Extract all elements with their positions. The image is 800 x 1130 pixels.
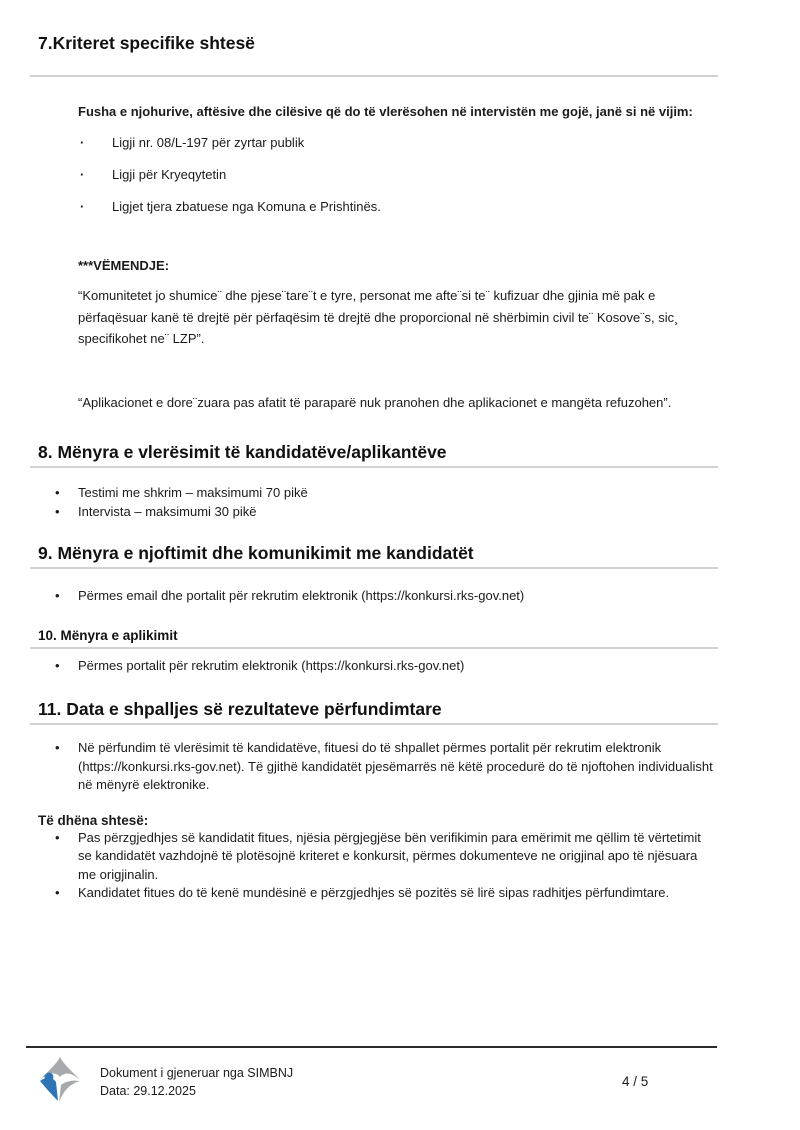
- additional-list: [38, 829, 718, 903]
- section9-divider: [30, 567, 718, 569]
- section8-divider: [30, 466, 718, 468]
- deadline-paragraph: “Aplikacionet e dore¨zuara pas afatit të paraparë nuk pranohen dhe aplikacionet e mangëta refuzohen”.: [78, 394, 672, 410]
- footer-generated-label: Dokument i gjeneruar nga SIMBNJ: [100, 1066, 294, 1080]
- list-item: · Ligji për Kryeqytetin: [78, 166, 718, 183]
- section7-intro: Fusha e njohurive, aftësive dhe cilësive që do të vlerësohen në intervistën me gojë, janë si në vijim:: [78, 104, 693, 119]
- page-indicator: 4 / 5: [622, 1074, 649, 1089]
- section10-list: [38, 657, 718, 676]
- section10-divider: [30, 647, 718, 649]
- laws-list: [78, 134, 718, 215]
- section11-list: [38, 739, 718, 795]
- section8-list: [38, 484, 718, 521]
- section11-divider: [30, 723, 718, 725]
- list-item: • Pas përzgjedhjes së kandidatit fitues, njësia përgjegjëse bën verifikimin para emërimit me qëllim të vërtetimit se kandidatët vazhdojnë të plotësojnë kriteret e konkursit, përmes dokumenteve ne origjinal apo të njësuara me origjinalin.: [38, 829, 718, 885]
- section9-list: [38, 587, 718, 606]
- list-item: · Ligji nr. 08/L-197 për zyrtar publik: [78, 134, 718, 151]
- list-item: • Përmes email dhe portalit për rekrutim elektronik (https://konkursi.rks-gov.net): [38, 587, 718, 606]
- section8-heading: 8. Mënyra e vlerësimit të kandidatëve/aplikantëve: [38, 442, 447, 462]
- attention-label: ***VËMENDJE:: [78, 258, 170, 273]
- section9-heading: 9. Mënyra e njoftimit dhe komunikimit me kandidatët: [38, 543, 474, 563]
- footer-text: [100, 1064, 293, 1100]
- list-item: • Kandidatet fitues do të kenë mundësinë e përzgjedhjes së pozitës së lirë sipas radhitjes përfundimtare.: [38, 884, 718, 903]
- section10-heading: 10. Mënyra e aplikimit: [38, 627, 178, 643]
- list-item: • Në përfundim të vlerësimit të kandidatëve, fituesi do të shpallet përmes portalit për rekrutim elektronik (https://konkursi.rks-gov.net). Të gjithë kandidatët pjesëmarrës në këtë procedurë do të njoftohen individualisht në mënyrë elektronike.: [38, 739, 718, 795]
- list-item: • Testimi me shkrim – maksimumi 70 pikë: [38, 484, 718, 503]
- footer-divider: [26, 1046, 717, 1048]
- section11-heading: 11. Data e shpalljes së rezultateve përfundimtare: [38, 699, 442, 719]
- section7-heading: 7.Kriteret specifike shtesë: [38, 33, 255, 53]
- additional-heading: Të dhëna shtesë:: [38, 812, 149, 828]
- simbnj-logo-icon: [37, 1056, 83, 1104]
- section7-divider: [30, 75, 718, 77]
- section7-body: [78, 103, 718, 413]
- list-item: · Ligjet tjera zbatuese nga Komuna e Prishtinës.: [78, 198, 718, 215]
- list-item: • Intervista – maksimumi 30 pikë: [38, 503, 718, 522]
- attention-paragraph: “Komunitetet jo shumice¨ dhe pjese¨tare¨t e tyre, personat me afte¨si te¨ kufizuar dhe gjinia më pak e përfaqësuar kanë të drejtë për përfaqësim të drejtë dhe proporcional në shërbimin civil te¨ Kosove¨s, sic¸ specifikohet ne¨ LZP”.: [78, 288, 679, 346]
- footer-date-label: Data: 29.12.2025: [100, 1084, 196, 1098]
- list-item: • Përmes portalit për rekrutim elektronik (https://konkursi.rks-gov.net): [38, 657, 718, 676]
